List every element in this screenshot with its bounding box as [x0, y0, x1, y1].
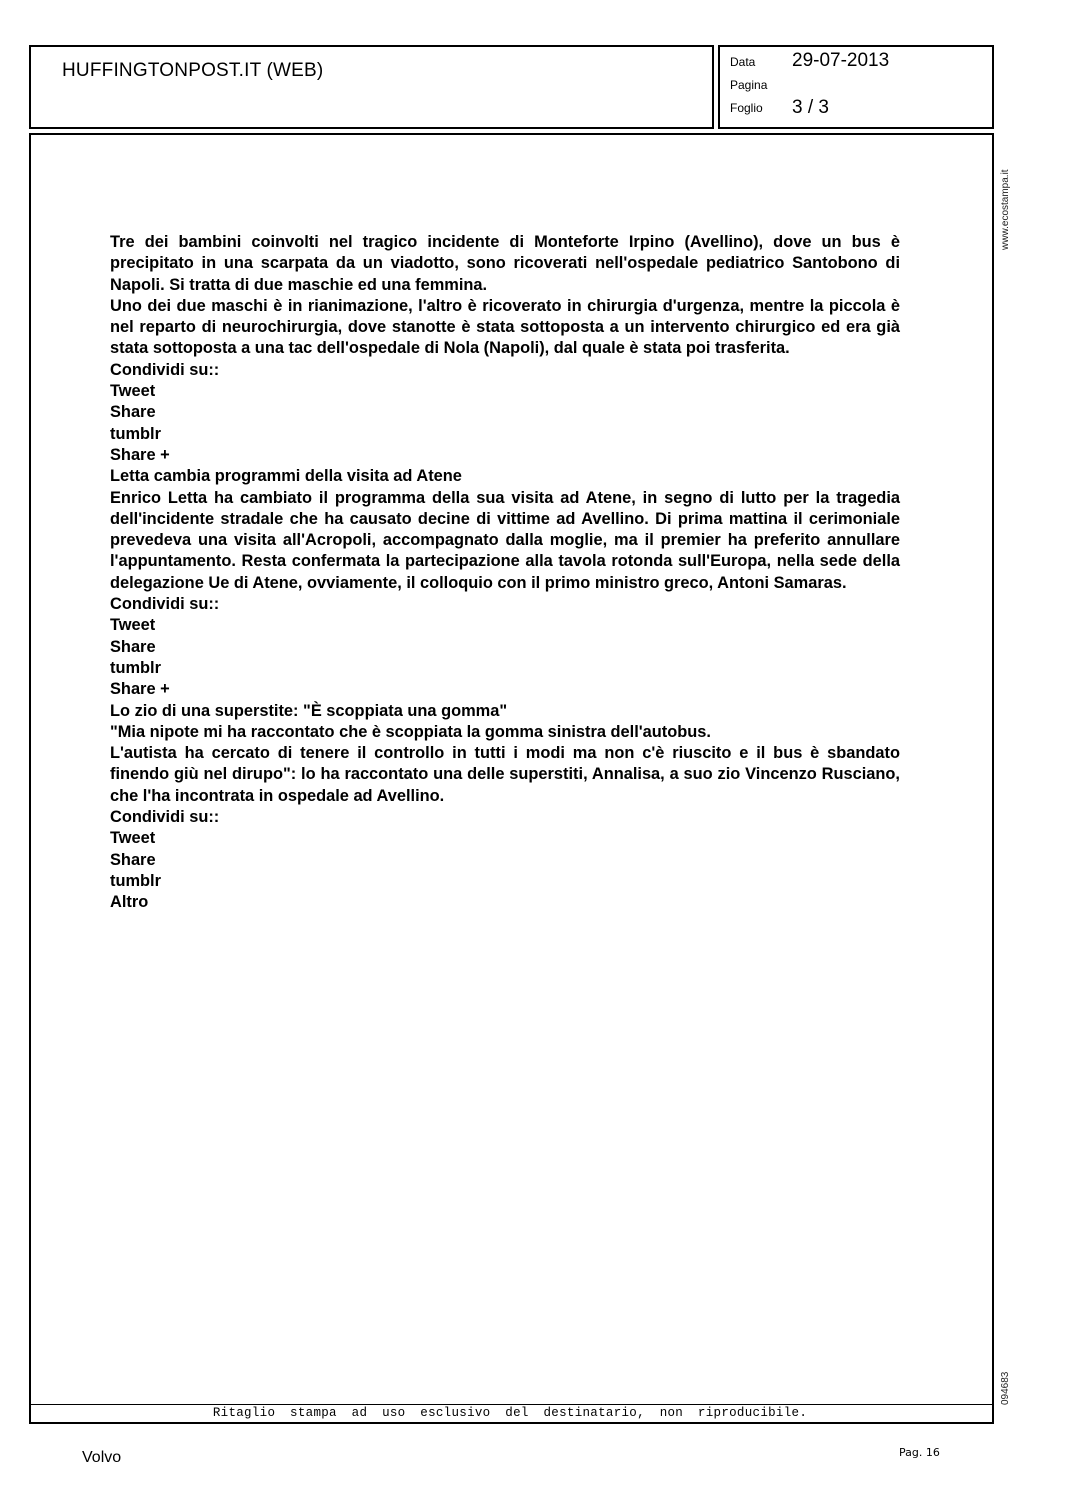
paragraph: Enrico Letta ha cambiato il programma della sua visita ad Atene, in segno di lutto per la tragedia dell'incidente stradale che ha causato decine di vittime ad Avellino. Di prima mattina il cerimoniale prevedeva una visita all'Acropoli, accompagnato dalla moglie, ma il premier ha preferito annullare l'appuntamento. Resta confermata la partecipazione alla tavola rotonda sull'Europa, nella sede della delegazione Ue di Atene, ovviamente, il colloquio con il primo ministro greco, Antoni Samaras. — [110, 488, 900, 592]
page-number: Pag. 16 — [899, 1446, 940, 1459]
share-plus-link: Share + — [110, 680, 170, 699]
share-link: Share — [110, 637, 156, 656]
data-label: Data — [730, 55, 756, 69]
data-value: 29-07-2013 — [792, 50, 890, 71]
paragraph: Tre dei bambini coinvolti nel tragico incidente di Monteforte Irpino (Avellino), dove un bus è precipitato in una scarpata da un viadotto, sono ricoverati nell'ospedale pediatrico Santobono di Napoli. Si tratta di due maschie ed una femmina. — [110, 233, 900, 294]
article-subheading: Letta cambia programmi della visita ad Atene — [110, 467, 462, 486]
clip-code-vertical-label: 094683 — [1000, 1371, 1011, 1405]
article-subheading: Lo zio di una superstite: "È scoppiata una gomma" — [110, 701, 508, 720]
pagina-label: Pagina — [730, 78, 768, 92]
tumblr-link: tumblr — [110, 658, 161, 677]
paragraph: "Mia nipote mi ha raccontato che è scoppiata la gomma sinistra dell'autobus. — [110, 722, 711, 741]
tumblr-link: tumblr — [110, 871, 161, 890]
publication-title: HUFFINGTONPOST.IT (WEB) — [62, 60, 324, 81]
tumblr-link: tumblr — [110, 424, 161, 443]
paragraph: L'autista ha cercato di tenere il controllo in tutti i modi ma non c'è riuscito e il bus è sbandato finendo giù nel dirupo": lo ha raccontato una delle superstiti, Annalisa, a suo zio Vincenzo Rusciano, che l'ha incontrata in ospedale ad Avellino. — [110, 744, 900, 805]
share-label: Condividi su:: — [110, 360, 220, 379]
share-label: Condividi su:: — [110, 595, 220, 614]
foglio-label: Foglio — [730, 101, 763, 115]
tweet-link: Tweet — [110, 382, 156, 401]
website-vertical-label: www.ecostampa.it — [1000, 169, 1011, 250]
share-link: Share — [110, 850, 156, 869]
foglio-value: 3 / 3 — [792, 97, 829, 118]
paragraph: Uno dei due maschi è in rianimazione, l'altro è ricoverato in chirurgia d'urgenza, mentre la piccola è nel reparto di neurochirurgia, dove stanotte è stata sottoposta a un intervento chirurgico ed era già stata sottoposta a una tac dell'ospedale di Nola (Napoli), dal quale è stata poi trasferita. — [110, 296, 900, 358]
altro-link: Altro — [110, 893, 149, 912]
tweet-link: Tweet — [110, 829, 156, 848]
share-label: Condividi su:: — [110, 808, 220, 827]
client-name: Volvo — [82, 1449, 122, 1466]
header-left-box — [29, 45, 714, 129]
share-plus-link: Share + — [110, 445, 170, 464]
share-link: Share — [110, 403, 156, 422]
disclaimer-text: Ritaglio stampa ad uso esclusivo del destinatario, non riproducibile. — [212, 1406, 808, 1420]
article-body — [110, 232, 900, 914]
tweet-link: Tweet — [110, 616, 156, 635]
